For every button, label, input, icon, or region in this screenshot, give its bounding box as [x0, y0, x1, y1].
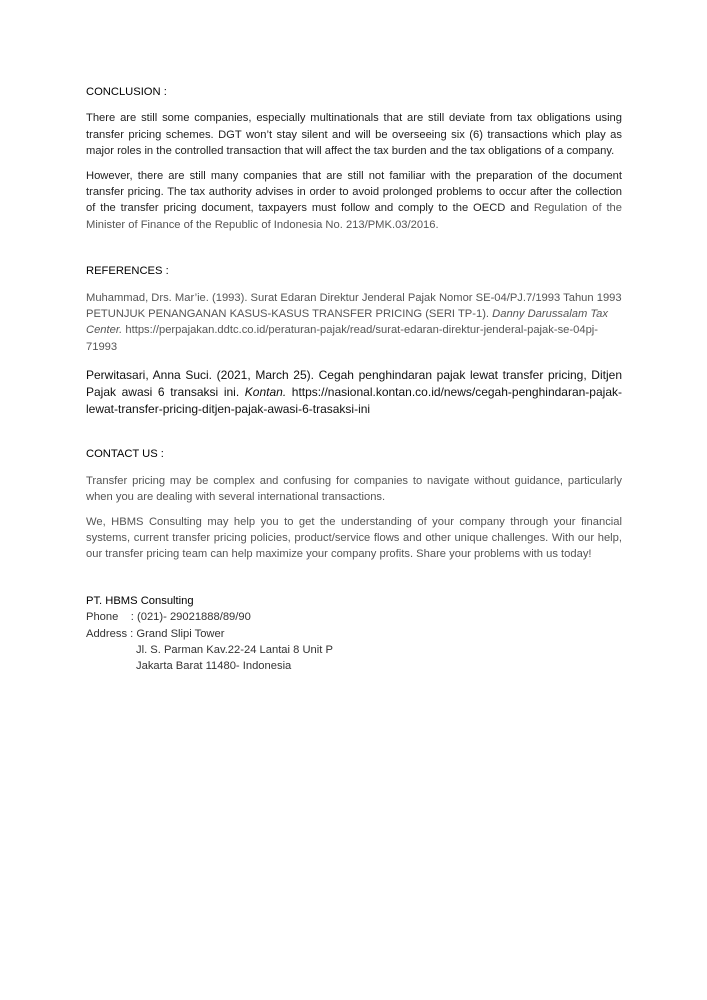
reference-2	[86, 367, 622, 418]
address-line-1: Address : Grand Slipi Tower	[86, 627, 225, 640]
company-name: PT. HBMS Consulting	[86, 594, 194, 607]
reference-1-url: https://perpajakan.ddtc.co.id/peraturan-pajak/read/surat-edaran-direktur-jenderal-pajak-se-04pj-71993	[86, 324, 599, 353]
conclusion-paragraph-2	[86, 168, 622, 234]
references-heading: REFERENCES :	[86, 265, 169, 278]
conclusion-paragraph-2-regulation: Regulation of the Minister of Finance of the Republic of Indonesia No. 213/PMK.03/2016.	[86, 202, 623, 231]
conclusion-heading: CONCLUSION :	[86, 86, 167, 98]
conclusion-paragraph-1: There are still some companies, especially multinationals that are still deviate from tax obligations using transfer pricing schemes. DGT won’t stay silent and will be overseeing six (6) transactions which play as major roles in the controlled transaction that will affect the tax burden and the tax obligations of a company.	[86, 112, 622, 158]
phone-line: Phone : (021)- 29021888/89/90	[86, 611, 251, 624]
contact-heading: CONTACT US :	[86, 448, 164, 461]
reference-2-text: Perwitasari, Anna Suci. (2021, March 25). Cegah penghindaran pajak lewat transfer pricing, Ditjen Pajak awasi 6 transaksi ini.	[86, 368, 622, 400]
reference-2-url: https://nasional.kontan.co.id/news/cegah-penghindaran-pajak-lewat-transfer-pricing-ditjen-pajak-awasi-6-trasaksi-ini	[86, 385, 622, 417]
reference-1-text: Muhammad, Drs. Mar’ie. (1993). Surat Edaran Direktur Jenderal Pajak Nomor SE-04/PJ.7/1993 Tahun 1993 PETUNJUK PENANGANAN KASUS-KASUS TRANSFER PRICING (SERI TP-1).	[86, 291, 622, 321]
contact-paragraph-2: We, HBMS Consulting may help you to get the understanding of your company through your financial systems, current transfer pricing policies, product/service flows and other unique challenges. With our help, our transfer pricing team can help maximize your company profits. Share your problems with us today!	[86, 515, 622, 561]
address-line-3: Jakarta Barat 11480- Indonesia	[136, 660, 292, 673]
reference-1-source: Danny Darussalam Tax Center.	[86, 308, 609, 337]
contact-paragraph-1: Transfer pricing may be complex and confusing for companies to navigate without guidance, particularly when you are dealing with several international transactions.	[86, 474, 622, 504]
reference-2-source: Kontan.	[244, 385, 287, 400]
address-line-2: Jl. S. Parman Kav.22-24 Lantai 8 Unit P	[136, 643, 333, 656]
document-page	[86, 84, 622, 675]
reference-1	[86, 290, 622, 356]
conclusion-paragraph-2-main: However, there are still many companies that are still not familiar with the preparation of the document transfer pricing. The tax authority advises in order to avoid prolonged problems to occur after the collection of the transfer pricing document, taxpayers must follow and comply to the OECD and	[86, 169, 622, 215]
